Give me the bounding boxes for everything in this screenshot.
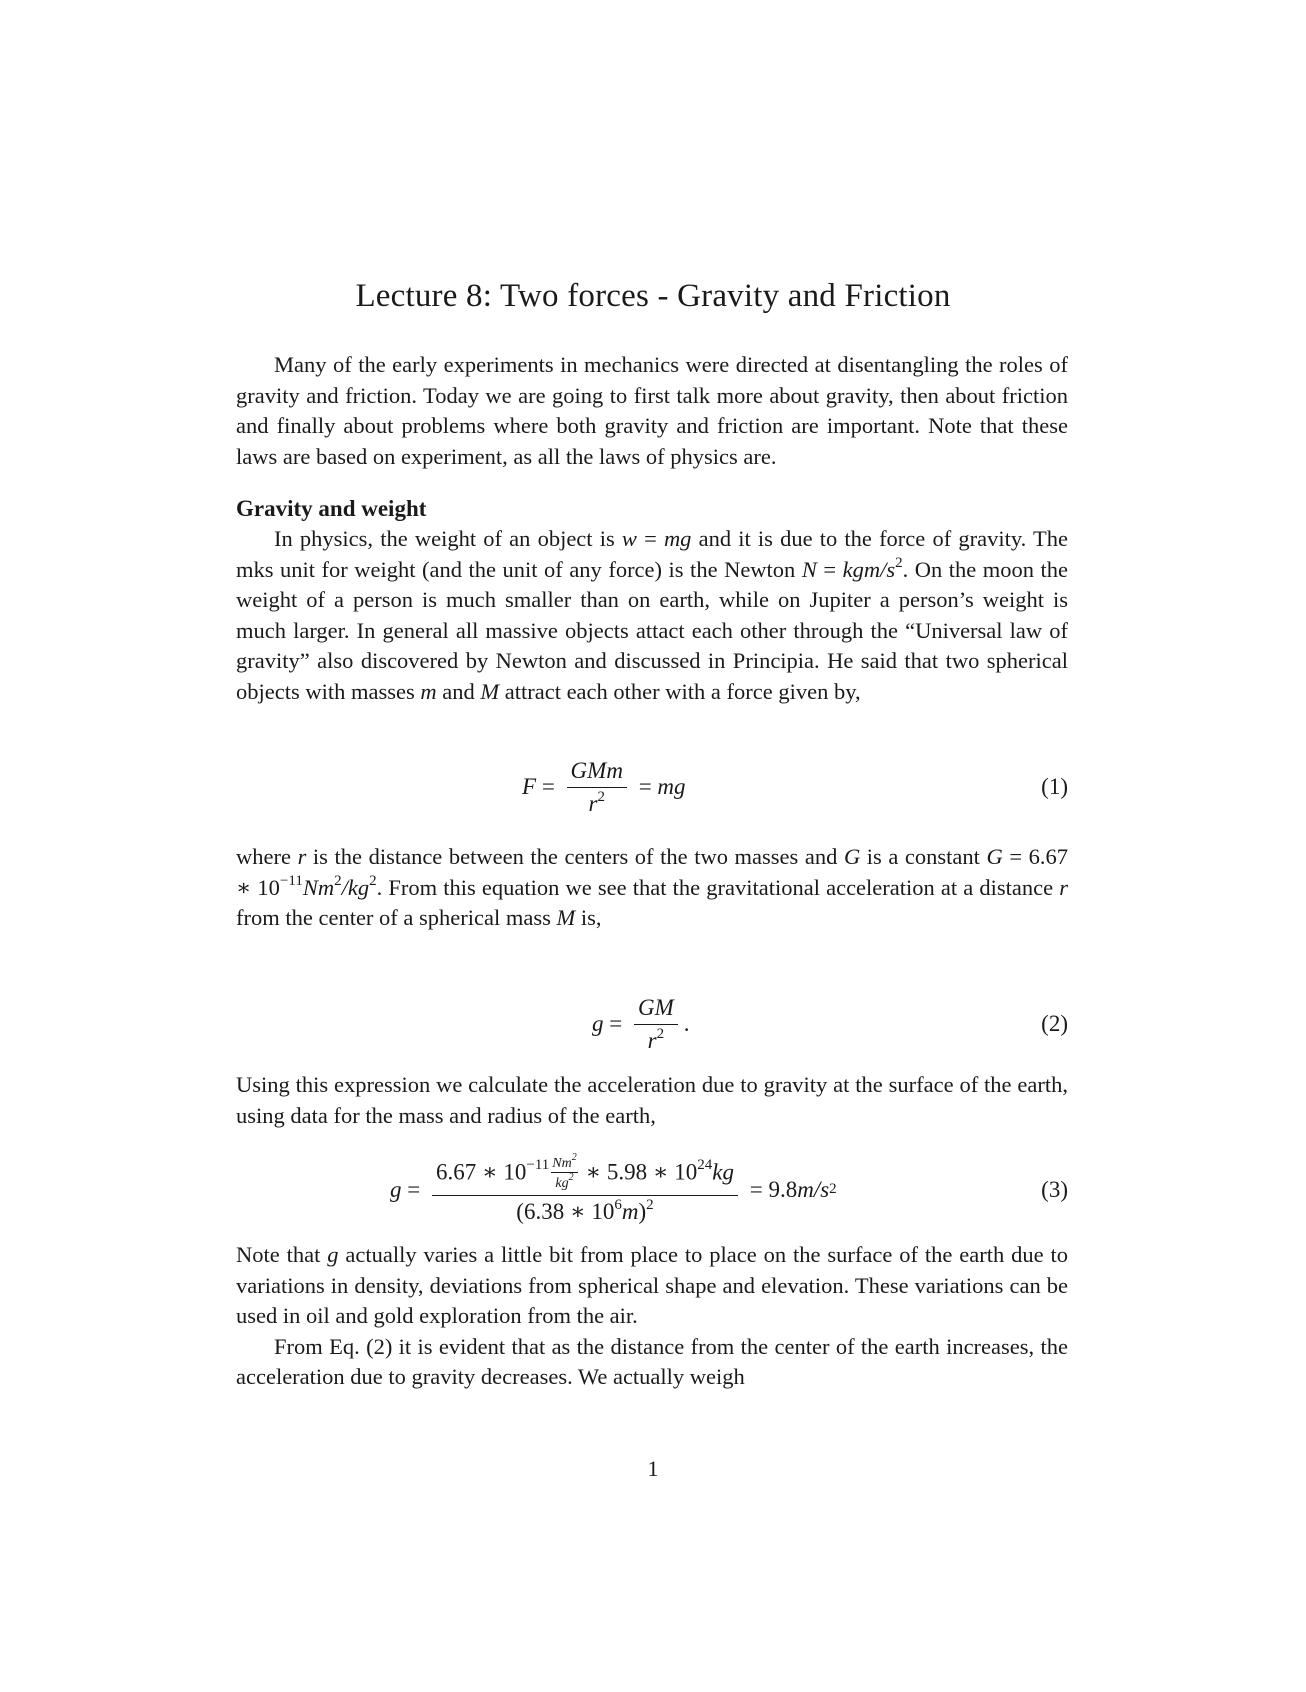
math-r: r	[297, 844, 307, 869]
equation-number-1: (1)	[1041, 774, 1068, 799]
math-unit: /kg	[341, 874, 370, 900]
math-M: M	[480, 678, 500, 704]
eq3-rhs: 9.8	[768, 1177, 798, 1202]
eq3-unit-den	[551, 1173, 577, 1192]
exponent: 24	[697, 1157, 713, 1174]
text: is,	[575, 905, 602, 931]
exponent: 2	[895, 555, 903, 572]
equation-1-body	[522, 748, 686, 826]
page-number: 1	[647, 1456, 659, 1481]
text: from the center of a spherical mass	[236, 905, 557, 931]
math-G: G	[986, 844, 1003, 869]
exponent: 6	[614, 1196, 622, 1213]
exponent: −11	[279, 873, 303, 890]
equation-number-2: (2)	[1041, 1011, 1068, 1036]
math-equals: =	[816, 556, 843, 582]
eq2-den-base: r	[647, 1027, 657, 1053]
paragraph-constant	[236, 842, 1068, 934]
equation-3	[236, 1144, 1068, 1236]
text: . On the moon the weight of a person is much smaller than on earth, while on Jupiter a person’s weight is much larger. In general all massive objects attact each other through the “Universal law of gravity” also discovered by Newton and discussed in Principia. He said that two spherical objects with masses	[236, 556, 1068, 704]
section-heading: Gravity and weight	[236, 496, 427, 521]
text: attract each other with a force given by,	[499, 678, 861, 704]
lecture-title: Lecture 8: Two forces - Gravity and Friction	[355, 278, 951, 314]
eq1-numerator: GMm	[567, 758, 627, 788]
eq1-lhs: F	[522, 774, 537, 799]
math-w: w	[621, 526, 637, 551]
exponent: 2	[568, 1171, 574, 1183]
math-r: r	[1059, 874, 1069, 900]
text: and it is due to the force of gravity. The mks unit for weight (and the unit of any force) is the Newton	[236, 526, 1068, 582]
eq3-equals: =	[401, 1177, 426, 1202]
paragraph-variation-block	[236, 1240, 1068, 1393]
math-m: m	[420, 678, 437, 704]
intro-paragraph: Many of the early experiments in mechanics were directed at disentangling the roles of gravity and friction. Today we are going to first talk more about gravity, then about friction and finally about problems where both gravity and friction are important. Note that these laws are based on experiment, as all the laws of physics are.	[236, 352, 1068, 469]
eq3-denominator	[512, 1196, 657, 1225]
exponent: 2	[646, 1196, 654, 1213]
eq1-den-base: r	[588, 790, 598, 816]
paragraph-using: Using this expression we calculate the acceleration due to gravity at the surface of the earth, using data for the mass and radius of the earth,	[236, 1072, 1068, 1128]
eq3-fraction	[432, 1151, 738, 1225]
eq1-equals-2: =	[632, 774, 658, 799]
equation-1	[236, 748, 1068, 826]
math-N: N	[801, 556, 817, 582]
paragraph-variation	[236, 1240, 1068, 1332]
eq2-equals: =	[603, 1011, 628, 1036]
eq2-fraction	[634, 995, 678, 1054]
eq3-num-b: ∗ 5.98 ∗ 10	[579, 1158, 698, 1184]
eq1-rhs: mg	[657, 774, 686, 799]
text: and	[436, 678, 481, 704]
eq3-rhs-unit: m/s	[797, 1177, 830, 1202]
eq3-den-a: (6.38 ∗ 10	[516, 1198, 615, 1224]
text: Note that	[236, 1242, 328, 1267]
math-mg: mg	[663, 526, 692, 551]
eq3-lhs: g	[390, 1177, 402, 1202]
eq3-den-close: )	[638, 1198, 647, 1224]
eq1-equals: =	[536, 774, 561, 799]
eq1-fraction	[567, 758, 627, 817]
text: is the distance between the centers of the two masses and	[306, 844, 844, 869]
intro-block	[236, 350, 1068, 472]
eq2-numerator: GM	[634, 995, 678, 1025]
math-equals: =	[636, 526, 664, 551]
exponent: 2	[334, 873, 342, 890]
math-g: g	[327, 1242, 339, 1267]
eq3-unit-fraction	[551, 1151, 577, 1192]
paragraph-constant-block	[236, 842, 1068, 934]
eq2-period: .	[683, 1011, 690, 1036]
equation-2	[236, 988, 1068, 1060]
eq3-num-b-unit: kg	[712, 1158, 734, 1184]
eq3-numerator	[432, 1151, 738, 1196]
text: where	[236, 844, 298, 869]
math-G: G	[843, 844, 861, 869]
math-const: = 6.67 ∗ 10	[236, 844, 1068, 900]
text: In physics, the weight of an object is	[274, 526, 622, 551]
math-M: M	[556, 905, 576, 931]
eq3-unit-den-text: kg	[555, 1175, 569, 1191]
exponent: 2	[571, 1151, 577, 1163]
math-unit: Nm	[302, 874, 335, 900]
text: is a constant	[860, 844, 987, 869]
text: . From this equation we see that the gravitational acceleration at a distance	[376, 874, 1060, 900]
eq3-unit-num-text: Nm	[552, 1155, 572, 1171]
math-unit: kgm/s	[842, 556, 896, 582]
paragraph-distance: From Eq. (2) it is evident that as the distance from the center of the earth increases, the acceleration due to gravity decreases. We actually weigh	[236, 1333, 1068, 1390]
section-gravity-block	[236, 494, 1068, 708]
exponent: 2	[597, 788, 605, 805]
eq3-num-a: 6.67 ∗ 10	[435, 1158, 527, 1184]
text: actually varies a little bit from place to place on the surface of the earth due to variations in density, deviations from spherical shape and elevation. These variations can be used in oil and gold exploration from the air.	[236, 1242, 1068, 1329]
equation-3-body: g = 6.67 ∗ $10^{-11}$ $\frac{Nm^2}{kg^2}$ ∗ 5.98 ∗ $10^{24}kg$ (6.38 ∗ $10^6m)^2$ = 9.8 m/s $^2$	[390, 1151, 837, 1224]
exponent: −11	[526, 1157, 550, 1174]
exponent: 2	[369, 873, 377, 890]
paragraph-weight	[236, 524, 1068, 708]
eq3-unit-num	[551, 1151, 577, 1173]
eq1-denominator	[585, 788, 609, 817]
eq3-equals-2: =	[743, 1177, 769, 1202]
equation-number-3: (3)	[1041, 1177, 1068, 1202]
paragraph-using-block	[236, 1070, 1068, 1131]
eq2-lhs: g	[592, 1011, 604, 1036]
equation-2-body	[592, 988, 690, 1060]
exponent: 2	[656, 1025, 665, 1042]
eq2-denominator	[644, 1025, 668, 1054]
eq3-den-m: m	[621, 1198, 639, 1224]
